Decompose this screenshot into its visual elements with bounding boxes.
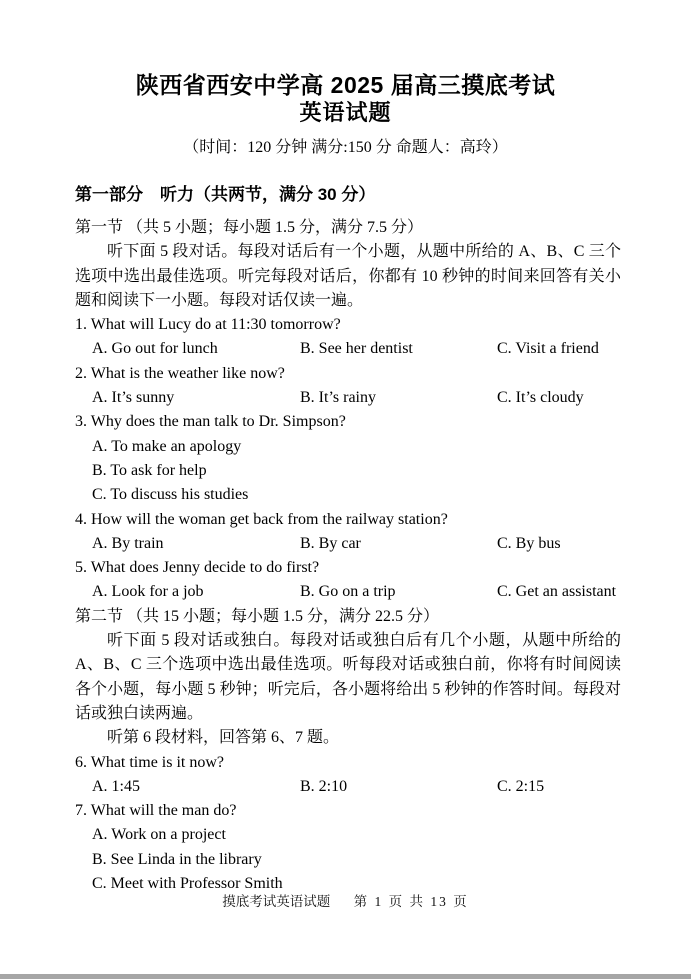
question-1-text: 1. What will Lucy do at 11:30 tomorrow? [75, 316, 341, 334]
question-6-text: 6. What time is it now? [75, 753, 225, 771]
option-b: B. It’s rainy [300, 389, 376, 407]
option-a: A. To make an apology [92, 437, 242, 455]
question-7-text: 7. What will the man do? [75, 802, 237, 820]
question-4 [75, 508, 621, 557]
question-2-text: 2. What is the weather like now? [75, 364, 285, 382]
option-a: A. 1:45 [92, 777, 140, 795]
question-2 [75, 362, 621, 411]
question-4-options [75, 532, 621, 556]
footer-doc-label: 摸底考试英语试题 [222, 894, 331, 909]
option-a: A. By train [92, 534, 164, 552]
option-c: C. Meet with Professor Smith [92, 875, 283, 893]
question-3-text: 3. Why does the man talk to Dr. Simpson? [75, 413, 346, 431]
exam-body [75, 182, 621, 896]
option-c: C. 2:15 [497, 777, 545, 795]
question-1 [75, 313, 621, 362]
option-a: A. It’s sunny [92, 389, 175, 407]
question-4-text: 4. How will the woman get back from the railway station? [75, 510, 448, 528]
question-5-text: 5. What does Jenny decide to do first? [75, 559, 320, 577]
exam-header [0, 0, 691, 157]
option-c: C. To discuss his studies [92, 486, 249, 504]
option-b: B. 2:10 [300, 777, 348, 795]
section2-heading: 第二节 （共 15 小题；每小题 1.5 分，满分 22.5 分） [75, 607, 440, 625]
option-b: B. To ask for help [92, 461, 207, 479]
question-5-options [75, 580, 621, 604]
option-a: A. Look for a job [92, 583, 204, 601]
question-2-options [75, 386, 621, 410]
section2-instructions: 听下面 5 段对话或独白。每段对话或独白后有几个小题，从题中所给的 A、B、C 三个选项中选出最佳选项。听每段对话或独白前，你将有时间阅读各个小题，每小题 5 秒钟；听完后，各小题将给出 5 秒钟的作答时间。每段对话或独白读两遍。 [75, 632, 621, 722]
option-a: A. Go out for lunch [92, 340, 218, 358]
question-3 [75, 410, 621, 507]
question-6 [75, 751, 621, 800]
option-b: B. See Linda in the library [92, 850, 262, 868]
question-1-options [75, 337, 621, 361]
option-a: A. Work on a project [92, 826, 226, 844]
option-b: B. See her dentist [300, 340, 413, 358]
question-6-options [75, 775, 621, 799]
question-7 [75, 799, 621, 896]
option-c: C. By bus [497, 534, 561, 552]
option-b: B. By car [300, 534, 361, 552]
material-note: 听第 6 段材料，回答第 6、7 题。 [107, 729, 340, 747]
section1-heading: 第一节 （共 5 小题；每小题 1.5 分，满分 7.5 分） [75, 219, 424, 236]
footer-page-number: 第 1 页 共 13 页 [353, 894, 469, 909]
section1-instructions: 听下面 5 段对话。每段对话后有一个小题，从题中所给的 A、B、C 三个选项中选出最佳选项。听完每段对话后，你都有 10 秒钟的时间来回答有关小题和阅读下一小题。每段对话仅读一遍。 [75, 243, 621, 309]
question-5 [75, 556, 621, 605]
part1-heading: 第一部分 听力（共两节，满分 30 分） [75, 185, 376, 204]
option-c: C. It’s cloudy [497, 389, 584, 407]
scan-edge-artifact [0, 974, 691, 979]
option-c: C. Get an assistant [497, 583, 617, 601]
option-c: C. Visit a friend [497, 340, 599, 358]
option-b: B. Go on a trip [300, 583, 396, 601]
exam-info-line: （时间：120 分钟 满分:150 分 命题人：高玲） [183, 139, 508, 156]
page-footer [0, 890, 691, 910]
exam-subject-title: 英语试题 [299, 100, 392, 125]
exam-title: 陕西省西安中学高 2025 届高三摸底考试 [135, 72, 556, 98]
